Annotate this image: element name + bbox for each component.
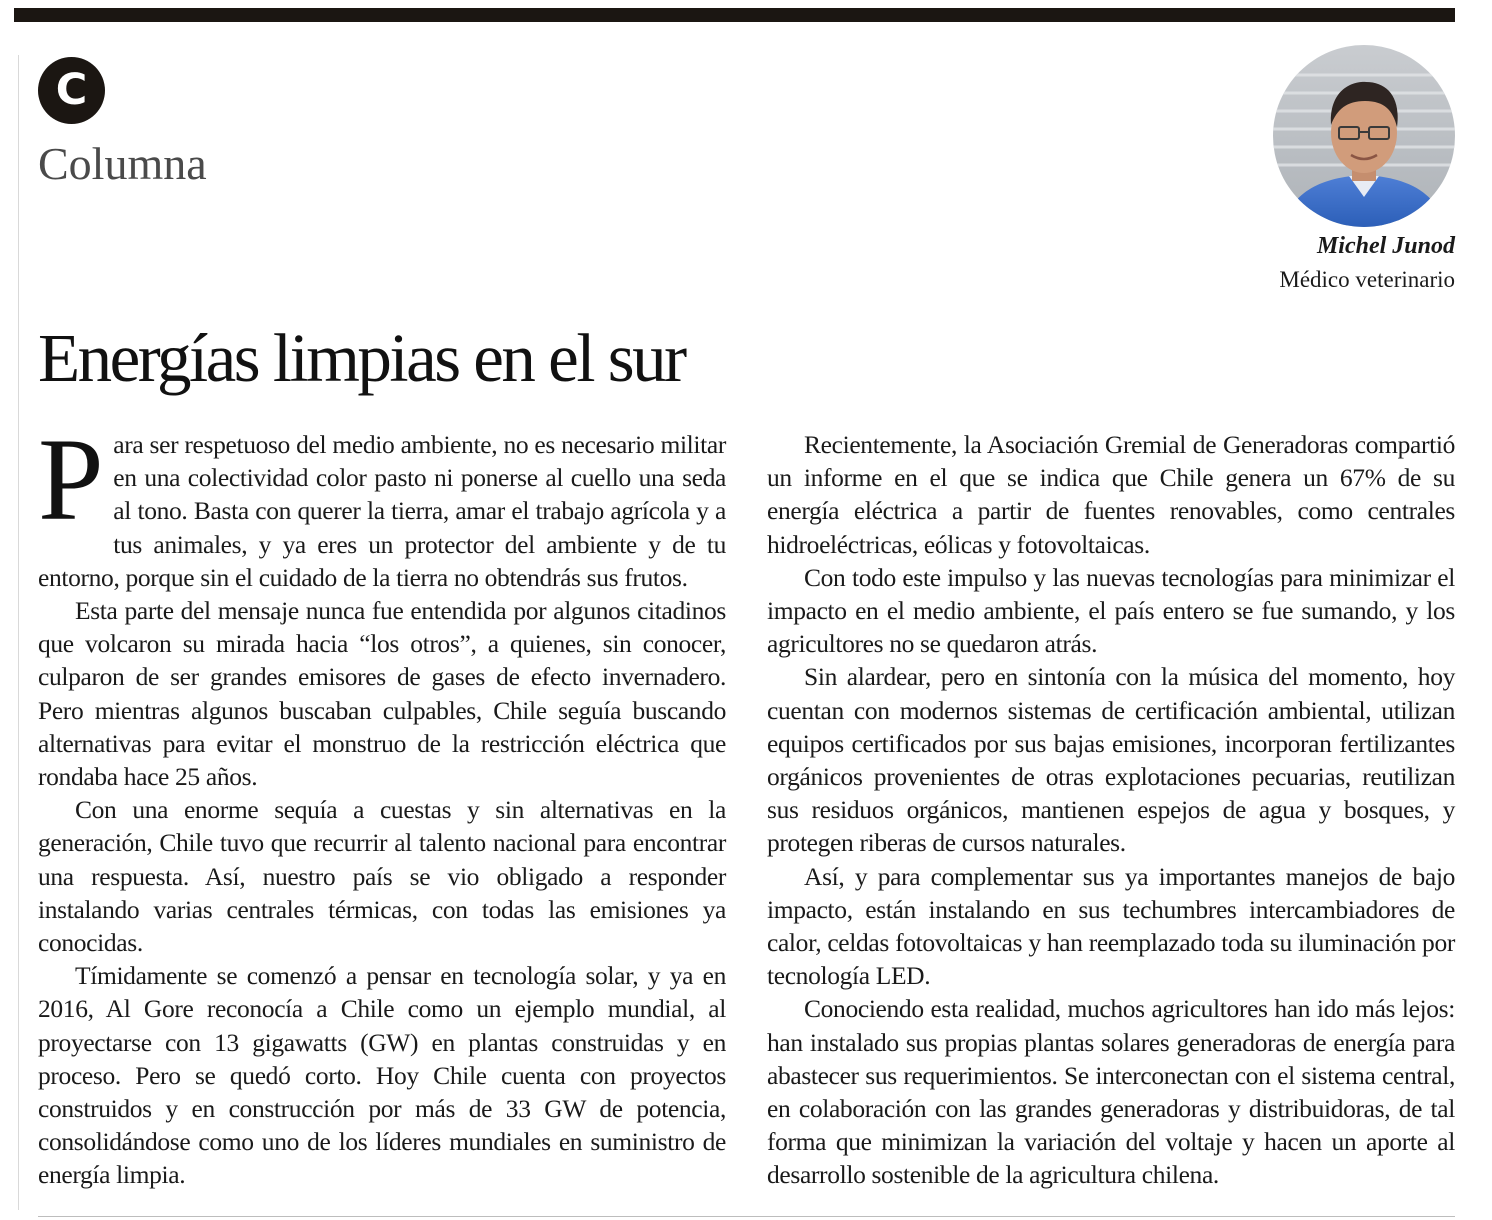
article-paragraph: Con todo este impulso y las nuevas tecnologías para minimizar el impacto en el medio ambiente, el país entero se fue sumando, y los agricultores no se quedaron atrás. bbox=[767, 562, 1455, 659]
article-paragraph: Así, y para complementar sus ya importantes manejos de bajo impacto, están instalando en sus techumbres intercambiadores de calor, celdas fotovoltaicas y han reemplazado toda su iluminación por tecnología LED. bbox=[767, 861, 1455, 991]
article-column-right bbox=[767, 428, 1455, 1192]
author-role: Médico veterinario bbox=[1279, 267, 1455, 292]
article-paragraph: Esta parte del mensaje nunca fue entendida por algunos citadinos que volcaron su mirada hacia “los otros”, a quienes, sin conocer, culparon de ser grandes emisores de gases de efecto invernadero. Pero mientras algunos buscaban culpables, Chile seguía buscando alternativas para evitar el monstruo de la restricción eléctrica que rondaba hace 25 años. bbox=[38, 596, 726, 792]
article-paragraph: Recientemente, la Asociación Gremial de Generadoras compartió un informe en el que se indica que Chile genera un 67% de su energía eléctrica a partir de fuentes renovables, como centrales hidroeléctricas, eólicas y fotovoltaicas. bbox=[767, 430, 1455, 559]
paragraph-text: ara ser respetuoso del medio ambiente, no es necesario militar en una colectividad color pasto ni ponerse al cuello una seda al tono. Basta con querer la tierra, amar el trabajo agrícola y a tus animales, y ya eres un protector del ambiente y de tu entorno, porque sin el cuidado de la tierra no obtendrás sus frutos. bbox=[38, 430, 726, 592]
dropcap: P bbox=[38, 414, 104, 545]
bottom-rule bbox=[38, 1216, 1455, 1217]
author-name: Michel Junod bbox=[1316, 233, 1455, 259]
author-portrait-icon bbox=[1273, 45, 1455, 227]
section-badge: C bbox=[38, 57, 105, 124]
section-name: Columna bbox=[38, 138, 207, 189]
article-column-left bbox=[38, 414, 726, 1192]
headline: Energías limpias en el sur bbox=[38, 320, 685, 396]
left-margin-rule bbox=[18, 55, 19, 1210]
author-photo bbox=[1273, 45, 1455, 227]
top-rule bbox=[14, 8, 1455, 22]
article-paragraph bbox=[38, 414, 726, 594]
article-paragraph: Tímidamente se comenzó a pensar en tecnología solar, y ya en 2016, Al Gore reconocía a Chile como un ejemplo mundial, al proyectarse con 13 gigawatts (GW) en plantas construidas y en proceso. Pero se quedó corto. Hoy Chile cuenta con proyectos construidos y en construcción por más de 33 GW de potencia, consolidándose como uno de los líderes mundiales en suministro de energía limpia. bbox=[38, 961, 726, 1190]
article-paragraph: Conociendo esta realidad, muchos agricultores han ido más lejos: han instalado sus propias plantas solares generadoras de energía para abastecer sus requerimientos. Se interconectan con el sistema central, en colaboración con las grandes generadoras y distribuidoras, de tal forma que minimizan la variación del voltaje y hacen un aporte al desarrollo sostenible de la agricultura chilena. bbox=[767, 994, 1455, 1190]
article-paragraph: Sin alardear, pero en sintonía con la música del momento, hoy cuentan con modernos sistemas de certificación ambiental, utilizan equipos certificados por sus bajas emisiones, incorporan fertilizantes orgánicos provenientes de otras explotaciones pecuarias, reutilizan sus residuos orgánicos, mantienen espejos de agua y bosques, y protegen riberas de cursos naturales. bbox=[767, 662, 1455, 858]
article-paragraph: Con una enorme sequía a cuestas y sin alternativas en la generación, Chile tuvo que recurrir al talento nacional para encontrar una respuesta. Así, nuestro país se vio obligado a responder instalando varias centrales térmicas, con todas las emisiones ya conocidas. bbox=[38, 795, 726, 958]
